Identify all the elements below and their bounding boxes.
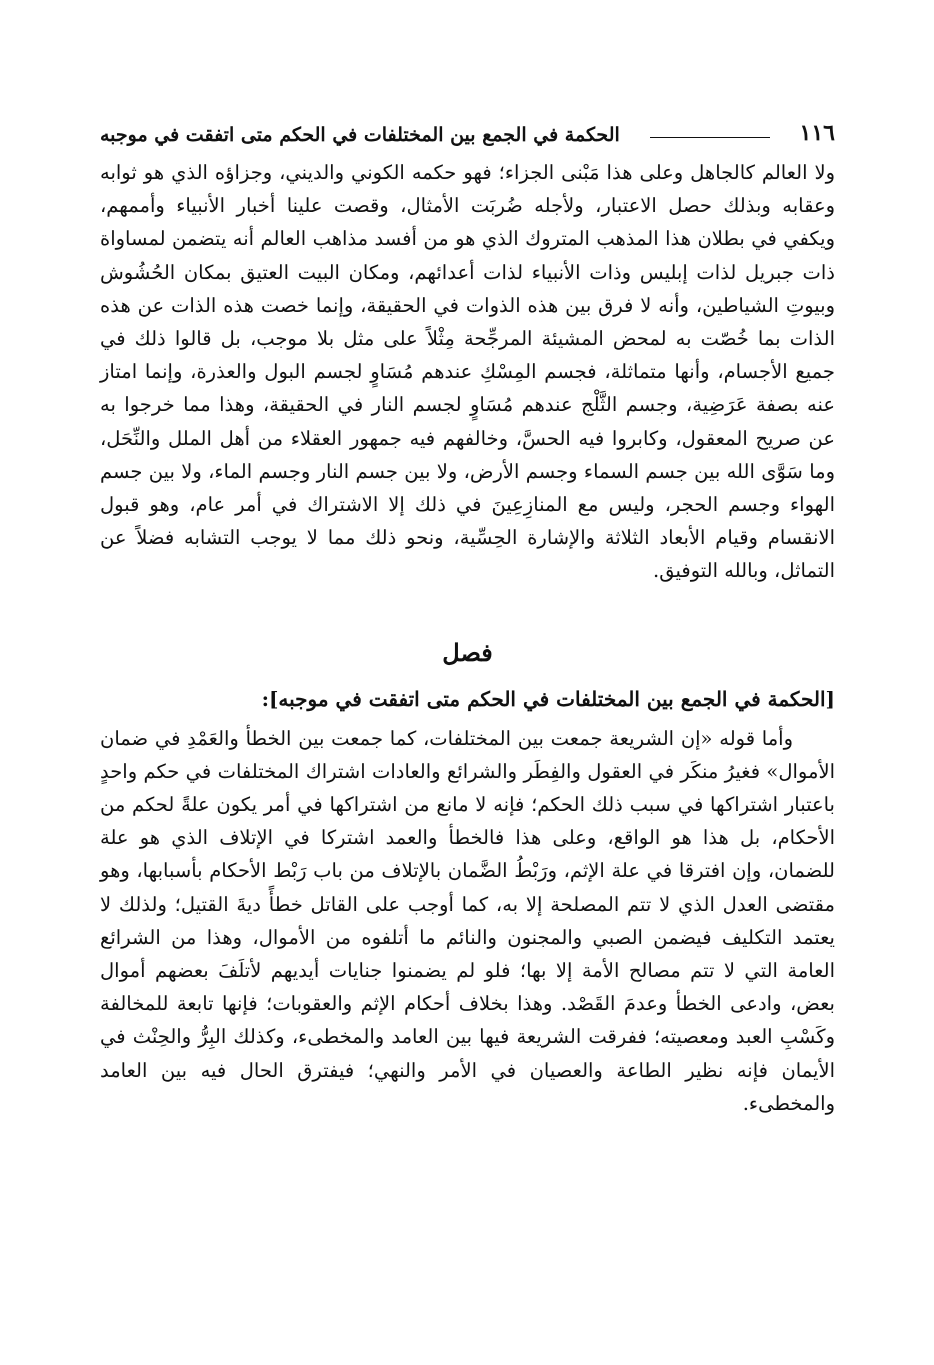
header-rule xyxy=(650,137,770,138)
body-paragraph-1: ولا العالم كالجاهل وعلى هذا مَبْنى الجزاء؛ فهو حكمه الكوني والديني، وجزاؤه الذي هو ثوابه وعقابه وبذلك حصل الاعتبار، ولأجله ضُربَت الأمثال، وقصت علينا أخبار الأنبياء وأممهم، ويكفي في بطلان هذا المذهب المتروك الذي هو من أفسد مذاهب العالم أنه يتضمن لمساواة ذات جبريل لذات إبليس وذات الأنبياء لذات أعدائهم، ومكان البيت العتيق بمكان الحُشُوش وبيوتِ الشياطين، وأنه لا فرق بين هذه الذوات في الحقيقة، وإنما خصت هذه الذات عن هذه الذات بما خُصّت به لمحض المشيئة المرجِّحة مِثْلاً على مثل بلا موجب، بل قالوا ذلك في جميع الأجسام، وأنها متماثلة، فجسم المِسْكِ عندهم مُسَاوٍ لجسم البول والعذرة، وإنما امتاز عنه بصفة عَرَضِية، وجسم الثَّلْج عندهم مُسَاوٍ لجسم النار في الحقيقة، وهذا مما خرجوا به عن صريح المعقول، وكابروا فيه الحسَّ، وخالفهم فيه جمهور العقلاء من أهل الملل والنِّحَل، وما سَوَّى الله بين جسم السماء وجسم الأرض، ولا بين جسم النار وجسم الماء، ولا بين جسم الهواء وجسم الحجر، وليس مع المنازِعِينَ في ذلك إلا الاشتراك في أمر عام، وهو قبول الانقسام وقيام الأبعاد الثلاثة والإشارة الحِسِّية، ونحو ذلك مما لا يوجب التشابه فضلاً عن التماثل، وبالله التوفيق. xyxy=(100,161,835,583)
section-subheading: [الحكمة في الجمع بين المختلفات في الحكم متى اتفقت في موجبه]: xyxy=(261,686,835,711)
running-head xyxy=(100,112,835,146)
book-page xyxy=(100,112,835,1312)
body-paragraph-2: وأما قوله «إن الشريعة جمعت بين المختلفات، كما جمعت بين الخطأ والعَمْدِ في ضمان الأموال» فغيرُ منكَر في العقول والفِطَر والشرائع والعادات اشتراك المختلفات في حكم واحدٍ باعتبار اشتراكها في سبب ذلك الحكم؛ فإنه لا مانع من اشتراكها في أمر يكون علةً لحكم من الأحكام، بل هذا هو الواقع، وعلى هذا فالخطأ والعمد اشتركا في الإتلاف الذي هو علة للضمان، وإن افترقا في علة الإثم، ورَبْطُ الضَّمان بالإتلاف من باب رَبْط الأحكام بأسبابها، وهو مقتضى العدل الذي لا تتم المصلحة إلا به، كما أوجب على القاتل خطأً ديةَ القتيل؛ ولذلك لا يعتمد التكليف فيضمن الصبي والمجنون والنائم ما أتلفوه من الأموال، وهذا من الشرائع العامة التي لا تتم مصالح الأمة إلا بها؛ فلو لم يضمنوا جنايات أيديهم لأتلَفَ بعضهم أموال بعض، وادعى الخطأ وعدمَ القَصْد. وهذا بخلاف أحكام الإثم والعقوبات؛ فإنها تابعة للمخالفة وكَسْبِ العبد ومعصيته؛ ففرقت الشريعة فيها بين العامد والمخطىء، وكذلك البِرُّ والحِنْث في الأيمان فإنه نظير الطاعة والعصيان في الأمر والنهي؛ فيفترق الحال فيه بين العامد والمخطىء. xyxy=(100,726,835,1115)
section-heading: فصل xyxy=(442,637,493,667)
page-number: ١١٦ xyxy=(799,120,835,146)
running-head-title: الحكمة في الجمع بين المختلفات في الحكم متى اتفقت في موجبه xyxy=(100,124,620,146)
